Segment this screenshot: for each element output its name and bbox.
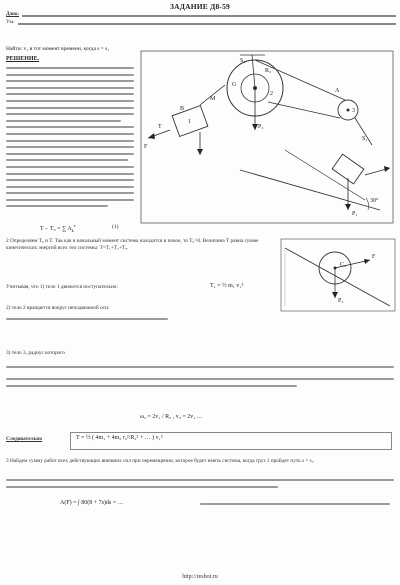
solution-heading: РЕШЕНИЕ.: [6, 56, 40, 62]
given-data-block: [6, 12, 396, 26]
section-2c-text: 2) тело 2 вращается вокруг неподвижной оси:: [6, 305, 110, 311]
work-formula: A(F) = ∫ 80(8 + 7s)ds = …: [60, 500, 124, 506]
label-R2: R₂: [265, 68, 272, 74]
label-S1: S₁: [362, 136, 368, 142]
label-P1: P₁: [352, 211, 358, 217]
label-angle-30: 30°: [370, 198, 379, 204]
label-body-3: 3: [352, 108, 355, 114]
section-2d-continuation: [6, 366, 394, 391]
section-2d-text: 3) тело 3, радиус которого: [6, 350, 65, 356]
label-B: B: [180, 106, 185, 112]
label-body-2: 2: [270, 91, 273, 97]
given-line2-label: Уза.: [6, 19, 15, 25]
given-label: Дано:: [6, 12, 19, 17]
rolling-disc-diagram: [280, 238, 396, 312]
label-C3: C₃: [340, 262, 347, 268]
section-3-text: 3 Найдем сумму работ всех действующих внешних сил при перемещении, которое будет иметь система, когда груз 1 пройдет путь s = s₁.: [6, 458, 315, 464]
label-T: T: [158, 124, 162, 130]
summary-label: Следовательно: [6, 436, 43, 442]
pulley-system-diagram: [140, 50, 395, 225]
work-formula-continuation: [200, 503, 390, 510]
label-A: A: [335, 88, 340, 94]
T1-formula: T₁ = ½ m₁ v₁²: [210, 283, 244, 289]
equation-1-number: (1): [112, 224, 119, 230]
section-3-continuation: [6, 479, 394, 492]
label-body-1: 1: [188, 119, 191, 125]
label-F-disc: F: [372, 254, 376, 260]
section-1-text: [6, 67, 134, 212]
problem-title: ЗАДАНИЕ Д8-59: [169, 2, 230, 11]
section-2c-continuation: [6, 318, 276, 325]
label-P2: P₂: [258, 124, 264, 130]
label-P3: P₃: [338, 298, 344, 304]
section-2b-text: Учитывая, что 1) тело 1 движется поступательно:: [6, 284, 118, 290]
section-2-text: 2 Определяем T₀ и T. Так как в начальный момент система находится в покое, то T₀=0. Величина T равна сумме кинетических энергий всех тел системы: T=T₁+T₂+T₃.: [6, 238, 259, 251]
label-S2: S₂: [240, 58, 246, 64]
find-statement: Найти: v₁ в тот момент времени, когда s = s₁: [6, 46, 110, 52]
label-F-left: F: [144, 144, 148, 150]
summary-formula: T = ½ ( 4m₁ + 4m₂ r₂²/R₂² + … ) v₁²: [76, 435, 163, 441]
source-url: http://reshot.ru: [182, 574, 218, 580]
kinetic-energy-theorem-equation: T − T₀ = ∑ $A_k^e$: [40, 223, 76, 234]
label-M: M: [210, 96, 216, 102]
velocity-relation-formula: ω₂ = 2v₁ / R₂ , v₃ = 2v₁ …: [140, 414, 203, 420]
label-G: G: [232, 82, 237, 88]
